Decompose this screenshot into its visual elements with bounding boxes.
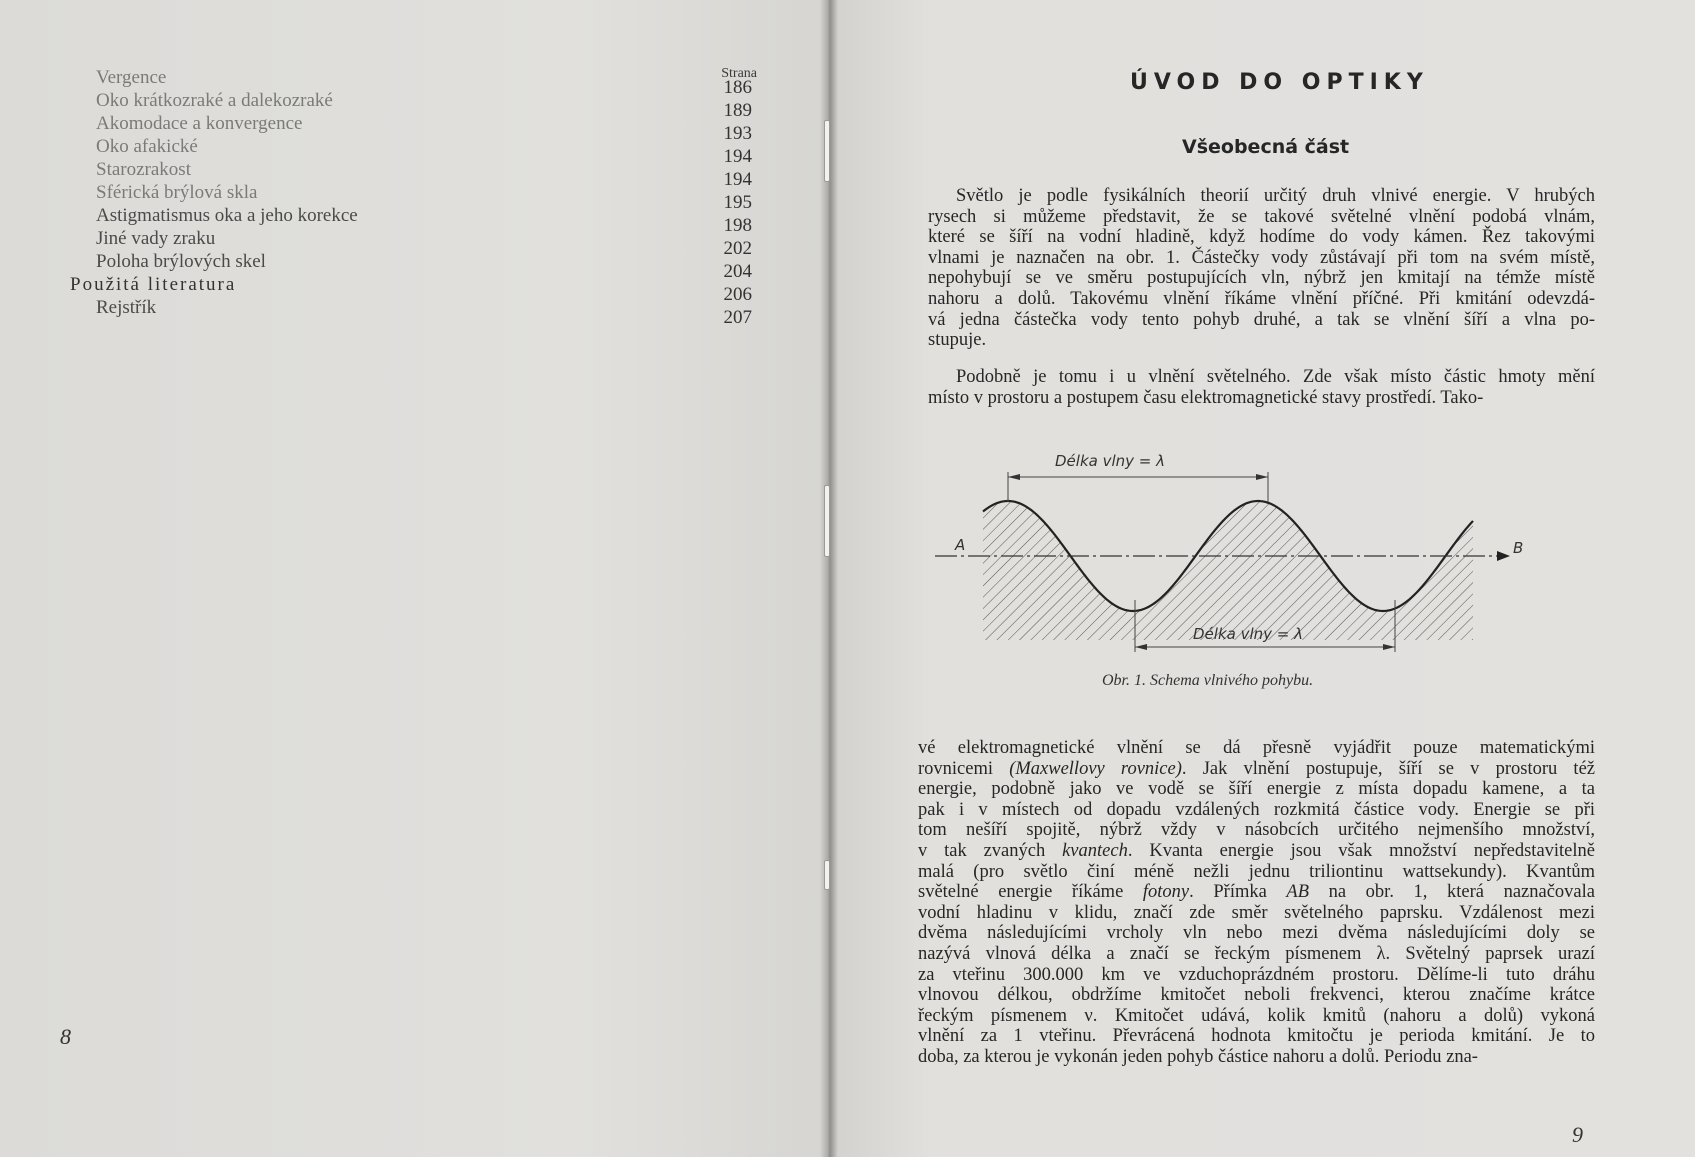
text-line: stupuje. xyxy=(928,330,987,351)
label-point-a: A xyxy=(955,536,966,554)
toc-entry-page: 204 xyxy=(723,261,752,282)
toc-leader-dots xyxy=(199,158,704,181)
text-line: v tak zvaných kvantech. Kvanta energie jsou však množství nepředstavitelně xyxy=(918,840,1595,861)
paragraph-1 xyxy=(928,186,1595,351)
text-line: Světlo je podle fysikálních theorií určitý druh vlnivé energie. V hrubých xyxy=(956,186,1595,206)
toc-entry-title: Sférická brýlová skla xyxy=(96,182,258,203)
toc-entry-title: Vergence xyxy=(96,67,167,88)
toc-leader-dots xyxy=(164,296,704,319)
staple-top xyxy=(824,120,830,182)
toc-leader-dots xyxy=(366,204,704,227)
staple-bottom xyxy=(824,860,830,890)
toc-entry-page: 207 xyxy=(723,307,752,328)
text-line: pak i v místech od dopadu vzdálených rozkmitá částice vody. Energie se při xyxy=(918,799,1595,820)
text-line: nazývá vlnová délka a značí se řeckým písmenem λ. Světelný paprsek urazí xyxy=(918,943,1595,964)
text-line: tom nešíří spojitě, nýbrž vždy v násobcích určitého nejmenšího množství, xyxy=(918,820,1595,841)
toc-entry-page: 194 xyxy=(723,146,752,167)
toc-leader-dots xyxy=(206,135,704,158)
toc-row xyxy=(72,250,752,282)
text-line: rovnicemi (Maxwellovy rovnice). Jak vlnění postupuje, šíří se v prostoru též xyxy=(918,758,1595,779)
page-number-right: 9 xyxy=(1572,1122,1583,1147)
paragraph-3 xyxy=(918,738,1595,1068)
label-point-b: B xyxy=(1513,539,1524,557)
text-line: řeckým písmenem ν. Kmitočet udává, kolik kmitů (nahoru a dolů) vykoná xyxy=(918,1005,1595,1026)
toc-entry-title: Starozrakost xyxy=(96,159,191,180)
toc-leader-dots xyxy=(265,181,704,204)
toc-leader-dots xyxy=(223,227,704,250)
text-line: energie, podobně jako ve vodě se šíří energie z místa dopadu kamene, a ta xyxy=(918,779,1595,800)
toc-row xyxy=(72,227,752,259)
text-line: za vteřinu 300.000 km ve vzduchoprázdném prostoru. Dělíme-li tuto dráhu xyxy=(918,964,1595,985)
toc-entry-title: Akomodace a konvergence xyxy=(96,113,303,134)
chapter-title: ÚVOD DO OPTIKY xyxy=(1130,70,1429,95)
text-line: rysech si můžeme představit, že se takové světelné vlnění podobá vlnám, xyxy=(928,206,1595,227)
toc-entry-title: Poloha brýlových skel xyxy=(96,251,266,272)
text-line: nepohybují se ve směru postupujících vln, nýbrž jen kmitají na témže místě xyxy=(928,268,1595,289)
toc-entry-title: Použitá literatura xyxy=(70,274,237,295)
toc-entry-page: 206 xyxy=(723,284,752,305)
label-wavelength-top: Délka vlny = λ xyxy=(1055,452,1166,470)
text-line: vlnami je naznačen na obr. 1. Částečky vody zůstávají při tom na svém místě, xyxy=(928,247,1595,268)
figure-caption: Obr. 1. Schema vlnivého pohybu. xyxy=(1102,672,1314,689)
page-number-left: 8 xyxy=(60,1024,71,1049)
toc-entry-title: Oko afakické xyxy=(96,136,198,157)
text-line: nahoru a dolů. Takovému vlnění říkáme vlnění příčné. Při kmitání odevzdá- xyxy=(928,288,1595,309)
toc-entry-page: 193 xyxy=(723,123,752,144)
toc-entry-title: Jiné vady zraku xyxy=(96,228,216,249)
toc-leader-dots xyxy=(310,112,704,135)
toc-row xyxy=(72,135,752,167)
text-line: vlnění za 1 vteřinu. Převrácená hodnota kmitočtu je perioda kmitání. Je to xyxy=(918,1026,1595,1047)
toc-entry-page: 186 xyxy=(723,77,752,98)
text-line: Podobně je tomu i u vlnění světelného. Zde však místo částic hmoty mění xyxy=(956,367,1595,387)
toc-entry-title: Oko krátkozraké a dalekozraké xyxy=(96,90,333,111)
toc-header: Strana xyxy=(721,66,757,81)
wave-figure xyxy=(925,440,1565,670)
toc-entry-page: 195 xyxy=(723,192,752,213)
arrow-left-icon-2 xyxy=(1135,644,1147,650)
arrow-left-icon xyxy=(1008,474,1020,480)
text-line: vlnovou délkou, obdržíme kmitočet neboli frekvenci, kterou značíme krátce xyxy=(918,985,1595,1006)
text-line: vé elektromagnetické vlnění se dá přesně vyjádřit pouze matematickými xyxy=(918,738,1595,758)
toc-entry-title: Rejstřík xyxy=(96,297,157,318)
text-line: doba, za kterou je vykonán jeden pohyb částice nahoru a dolů. Periodu zna- xyxy=(918,1046,1478,1067)
text-line: vá jedna částečka vody tento pohyb druhé, a tak se vlnění šíří a vlna po- xyxy=(928,309,1595,330)
toc-row xyxy=(72,112,752,144)
toc-row xyxy=(72,89,752,121)
toc-entry-page: 198 xyxy=(723,215,752,236)
table-of-contents xyxy=(70,66,757,328)
arrow-b-icon xyxy=(1497,551,1510,561)
toc-row xyxy=(72,181,752,213)
paragraph-2 xyxy=(928,367,1595,408)
toc-row xyxy=(72,66,752,98)
toc-leader-dots xyxy=(274,250,704,273)
text-line: vodní hladinu v klidu, značí zde směr světelného paprsku. Vzdálenost mezi xyxy=(918,902,1595,923)
text-line: světelné energie říkáme fotony. Přímka AB na obr. 1, která naznačovala xyxy=(918,882,1595,903)
arrow-right-icon-2 xyxy=(1383,644,1395,650)
toc-entry-page: 189 xyxy=(723,100,752,121)
toc-row xyxy=(72,296,752,328)
toc-leader-dots xyxy=(341,89,704,112)
left-page xyxy=(0,0,828,1157)
toc-row xyxy=(72,158,752,190)
label-wavelength-bottom: Délka vlny = λ xyxy=(1193,625,1304,643)
text-line: které se šíří na vodní hladině, když hodíme do vody kámen. Řez takovými xyxy=(928,227,1595,248)
text-line: dvěma následujícími vrcholy vln nebo mezi dvěma následujícími doly se xyxy=(918,923,1595,944)
arrow-right-icon xyxy=(1256,474,1268,480)
toc-entry-title: Astigmatismus oka a jeho korekce xyxy=(96,205,358,226)
toc-row xyxy=(70,273,752,305)
section-title: Všeobecná část xyxy=(1182,136,1350,158)
toc-entry-page: 202 xyxy=(723,238,752,259)
toc-leader-dots xyxy=(244,273,704,296)
water-hatching xyxy=(983,500,1473,640)
toc-entry-page: 194 xyxy=(723,169,752,190)
text-line: malá (pro světlo činí méně nežli jednu triliontinu wattsekundy). Kvantům xyxy=(918,861,1595,882)
toc-row xyxy=(72,204,752,236)
staple-middle xyxy=(824,485,830,557)
text-line: místo v prostoru a postupem času elektromagnetické stavy prostředí. Tako- xyxy=(928,387,1484,408)
toc-leader-dots xyxy=(174,66,704,89)
